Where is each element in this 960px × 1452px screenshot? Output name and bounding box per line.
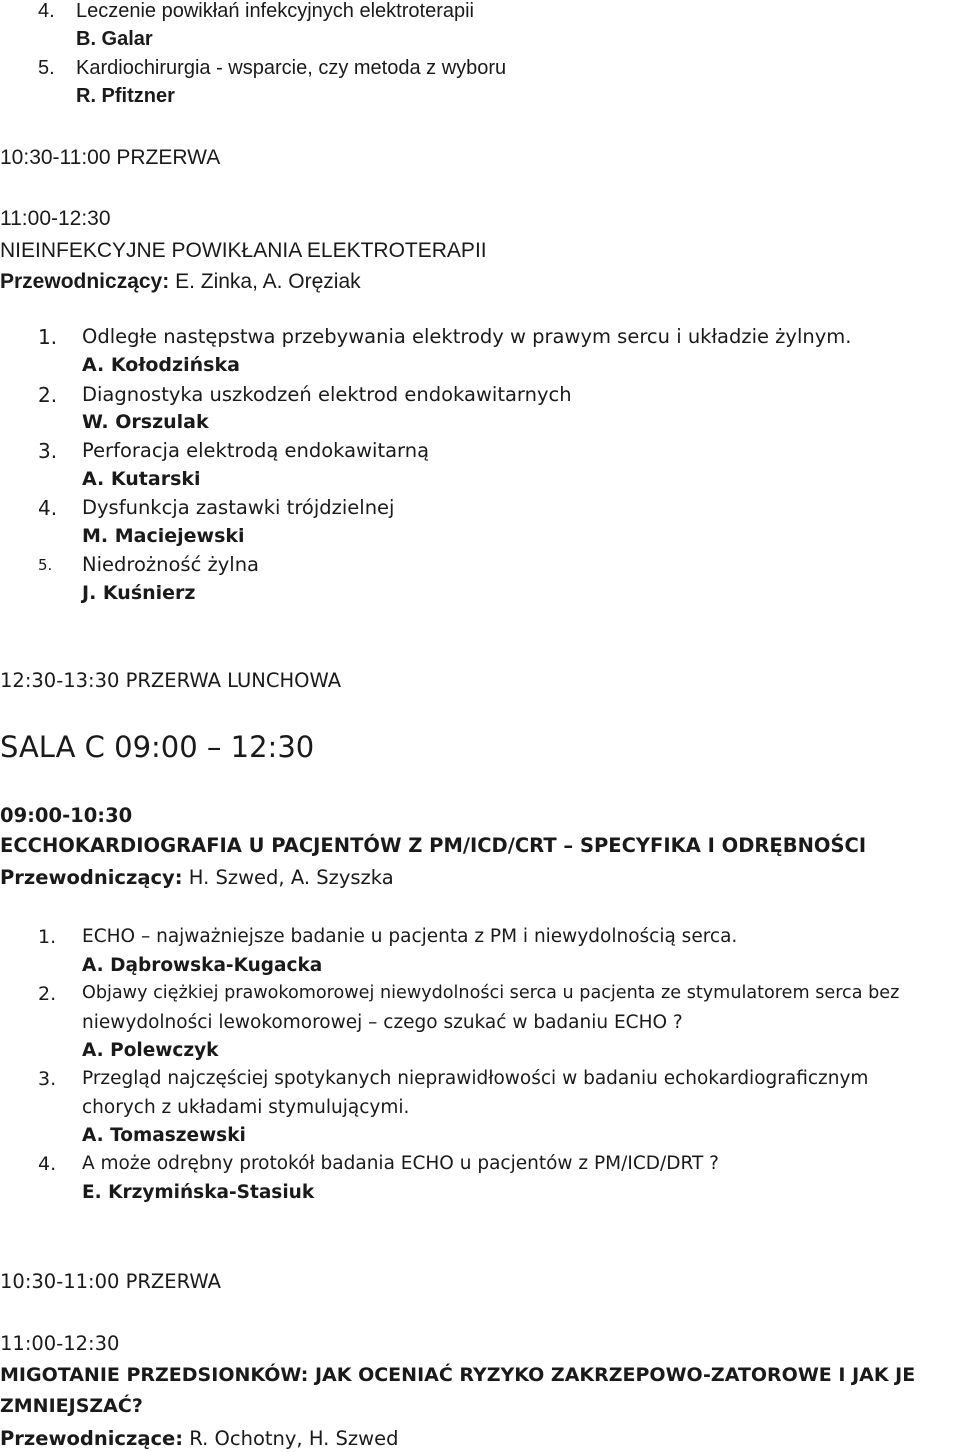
- chair-names: R. Ochotny, H. Szwed: [189, 1427, 399, 1450]
- session-chairs: [0, 1429, 399, 1449]
- talk-title: Niedrożność żylna: [82, 553, 260, 576]
- talk-title: Objawy ciężkiej prawokomorowej niewydolności serca u pacjenta ze stymulatorem serca bez: [82, 983, 900, 1003]
- session-time: 09:00-10:30: [0, 804, 133, 827]
- talk-speaker: A. Kutarski: [82, 468, 201, 490]
- list-number: 5.: [38, 556, 53, 574]
- talk-speaker: A. Polewczyk: [82, 1040, 219, 1061]
- session-time: 11:00-12:30: [0, 207, 111, 230]
- talk-title: Leczenie powikłań infekcyjnych elektroterapii: [76, 0, 474, 22]
- list-number: 3.: [38, 1068, 57, 1090]
- talk-title: A może odrębny protokół badania ECHO u pacjentów z PM/ICD/DRT ?: [82, 1153, 719, 1174]
- session-title: MIGOTANIE PRZEDSIONKÓW: JAK OCENIAĆ RYZYKO ZAKRZEPOWO-ZATOROWE I JAK JE: [0, 1364, 916, 1386]
- session-chairs: [0, 868, 394, 888]
- session-title: NIEINFEKCYJNE POWIKŁANIA ELEKTROTERAPII: [0, 239, 487, 262]
- talk-title-cont: chorych z układami stymulującymi.: [82, 1097, 410, 1118]
- list-number: 4.: [38, 1153, 57, 1175]
- list-number: 4.: [38, 496, 58, 520]
- talk-title: ECHO – najważniejsze badanie u pacjenta z PM i niewydolnością serca.: [82, 926, 738, 947]
- chair-label: Przewodniczący:: [0, 270, 170, 293]
- list-number: 4.: [38, 0, 55, 22]
- talk-speaker: E. Krzymińska-Stasiuk: [82, 1182, 315, 1203]
- talk-speaker: W. Orszulak: [82, 411, 209, 433]
- session-title: ECCHOKARDIOGRAFIA U PACJENTÓW Z PM/ICD/CRT – SPECYFIKA I ODRĘBNOŚCI: [0, 834, 867, 857]
- session-title-cont: ZMNIEJSZAĆ?: [0, 1395, 143, 1417]
- talk-title: Kardiochirurgia - wsparcie, czy metoda z wyboru: [76, 57, 507, 79]
- talk-speaker: B. Galar: [76, 28, 153, 50]
- chair-label: Przewodniczący:: [0, 866, 183, 889]
- talk-title: Odległe następstwa przebywania elektrody w prawym sercu i układzie żylnym.: [82, 325, 852, 348]
- talk-speaker: A. Kołodzińska: [82, 354, 240, 376]
- talk-title: Przegląd najczęściej spotykanych nieprawidłowości w badaniu echokardiograficznym: [82, 1068, 869, 1089]
- talk-speaker: J. Kuśnierz: [82, 582, 196, 604]
- list-number: 1.: [38, 325, 58, 349]
- list-number: 2.: [38, 983, 57, 1005]
- talk-speaker: A. Tomaszewski: [82, 1125, 246, 1146]
- break-heading: 10:30-11:00 PRZERWA: [0, 146, 221, 169]
- talk-speaker: A. Dąbrowska-Kugacka: [82, 955, 323, 976]
- chair-label: Przewodniczące:: [0, 1427, 184, 1450]
- talk-speaker: R. Pfitzner: [76, 85, 175, 107]
- sala-heading: SALA C 09:00 – 12:30: [0, 730, 315, 764]
- session-chairs: [0, 271, 361, 292]
- list-number: 3.: [38, 439, 58, 463]
- talk-title: Dysfunkcja zastawki trójdzielnej: [82, 496, 395, 519]
- session-time: 11:00-12:30: [0, 1332, 120, 1355]
- list-number: 5.: [38, 57, 55, 79]
- break-heading: 10:30-11:00 PRZERWA: [0, 1270, 221, 1293]
- chair-names: E. Zinka, A. Oręziak: [175, 270, 361, 293]
- chair-names: H. Szwed, A. Szyszka: [188, 866, 394, 889]
- talk-speaker: M. Maciejewski: [82, 525, 245, 547]
- talk-title: Diagnostyka uszkodzeń elektrod endokawitarnych: [82, 383, 572, 406]
- lunch-break: 12:30-13:30 PRZERWA LUNCHOWA: [0, 669, 342, 692]
- talk-title: Perforacja elektrodą endokawitarną: [82, 439, 430, 462]
- list-number: 2.: [38, 383, 58, 407]
- list-number: 1.: [38, 926, 57, 948]
- talk-title-cont: niewydolności lewokomorowej – czego szukać w badaniu ECHO ?: [82, 1012, 683, 1033]
